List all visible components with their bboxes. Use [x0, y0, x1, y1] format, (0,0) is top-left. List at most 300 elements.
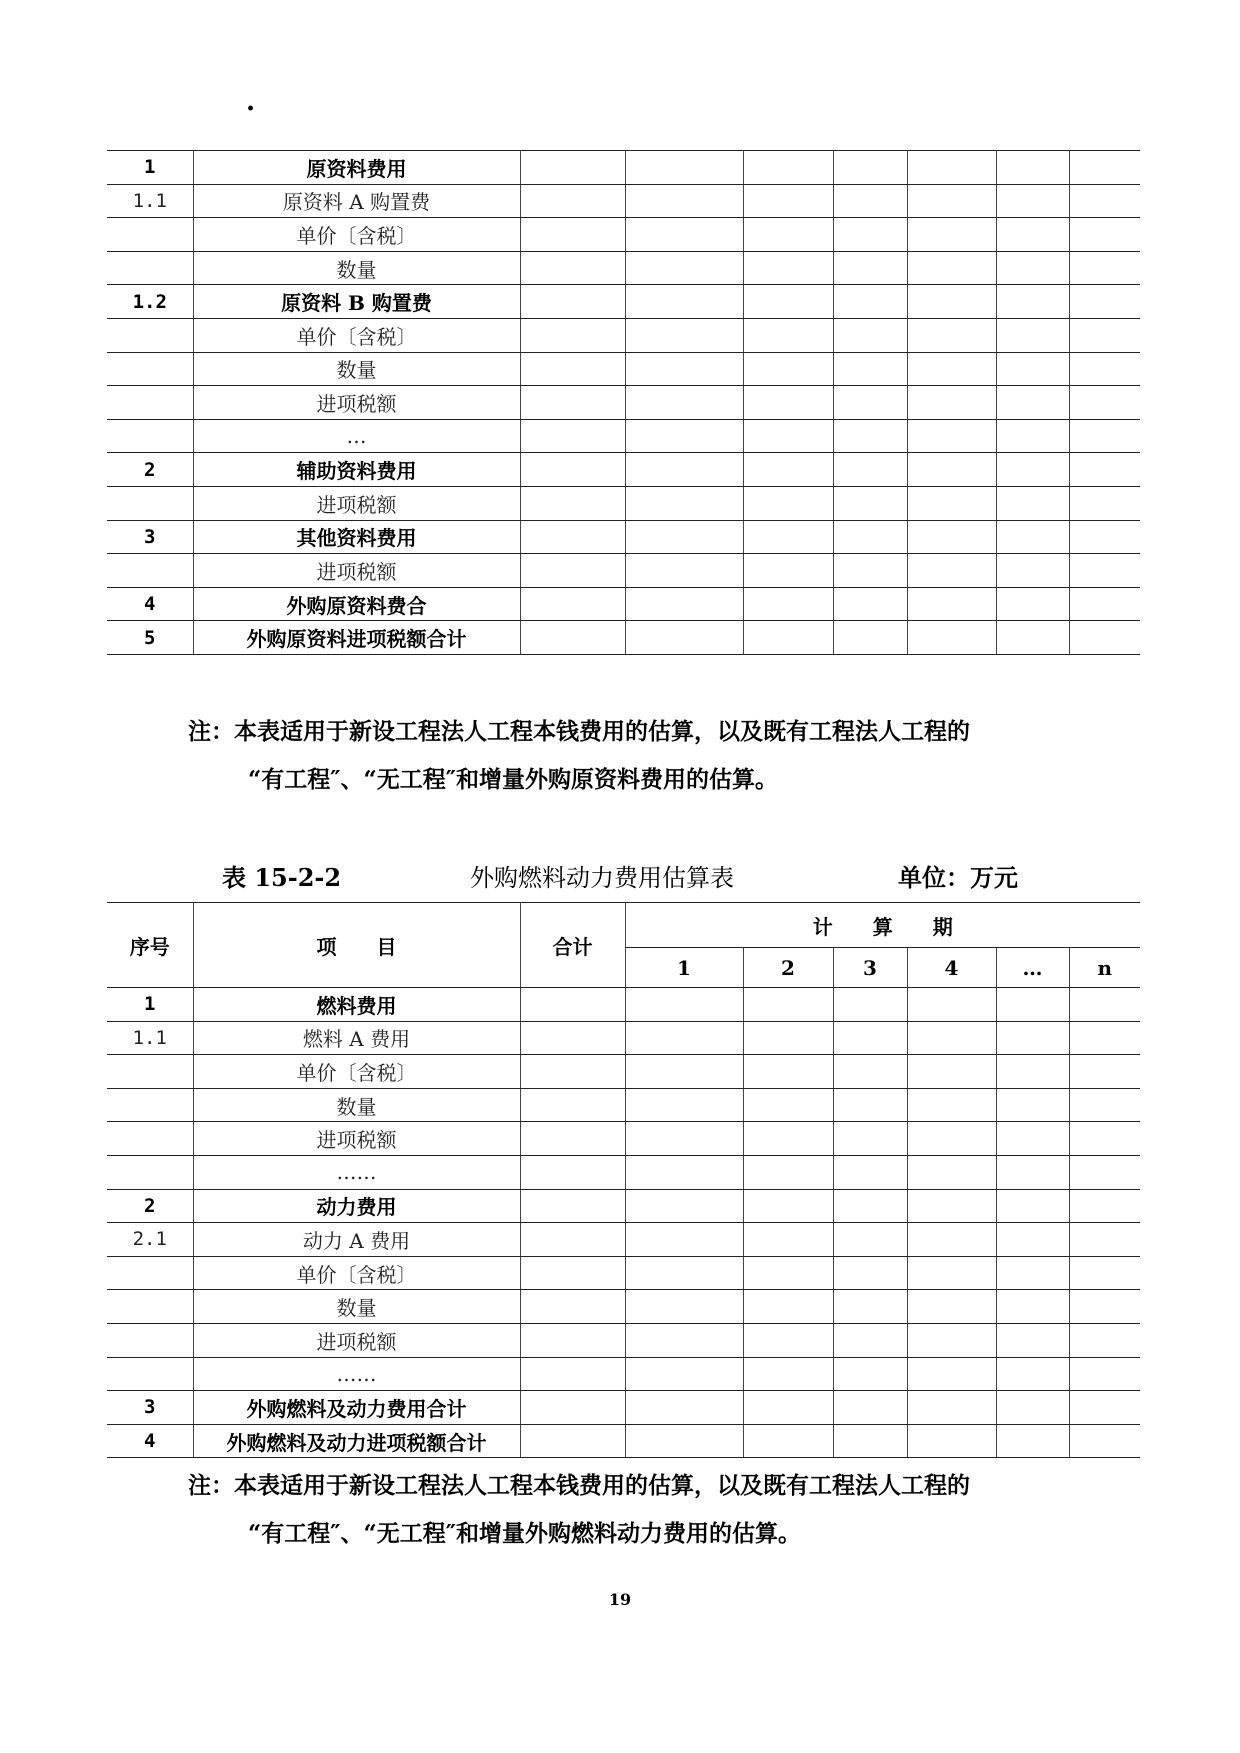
value-cell [625, 1088, 743, 1122]
table-row [107, 554, 1140, 588]
header-period-1: 1 [625, 948, 743, 988]
value-cell [743, 251, 833, 285]
table-row [107, 184, 1140, 218]
value-cell [1069, 520, 1140, 554]
value-cell [1069, 587, 1140, 621]
value-cell [625, 621, 743, 655]
value-cell [907, 1256, 996, 1290]
row-number [107, 1323, 193, 1357]
row-item: …… [193, 1357, 520, 1391]
value-cell [907, 1424, 996, 1458]
value-cell [996, 1357, 1069, 1391]
value-cell [625, 1323, 743, 1357]
value-cell [833, 386, 907, 420]
value-cell [1069, 1223, 1140, 1257]
value-cell [833, 1021, 907, 1055]
value-cell [907, 1021, 996, 1055]
value-cell [833, 587, 907, 621]
value-cell [996, 1021, 1069, 1055]
value-cell [1069, 1290, 1140, 1324]
value-cell [907, 285, 996, 319]
table-row [107, 318, 1140, 352]
value-cell [907, 184, 996, 218]
table1-note [188, 708, 970, 804]
header-item: 项 目 [193, 903, 520, 988]
value-cell [833, 1189, 907, 1223]
value-cell [520, 218, 625, 252]
value-cell [1069, 251, 1140, 285]
value-cell [520, 285, 625, 319]
value-cell [520, 587, 625, 621]
row-item: 外购原资料费合 [193, 587, 520, 621]
header-period-5: … [996, 948, 1069, 988]
value-cell [520, 184, 625, 218]
value-cell [1069, 419, 1140, 453]
value-cell [996, 621, 1069, 655]
row-number: 2 [107, 453, 193, 487]
value-cell [996, 1122, 1069, 1156]
value-cell [833, 1055, 907, 1089]
row-number [107, 318, 193, 352]
value-cell [625, 520, 743, 554]
row-number: 2.1 [107, 1223, 193, 1257]
row-item: 动力 A 费用 [193, 1223, 520, 1257]
row-item: 进项税额 [193, 1122, 520, 1156]
value-cell [996, 151, 1069, 185]
row-item: 数量 [193, 1088, 520, 1122]
value-cell [520, 1088, 625, 1122]
row-number [107, 486, 193, 520]
value-cell [907, 419, 996, 453]
table2-number: 表 15-2-2 [222, 863, 342, 892]
value-cell [833, 520, 907, 554]
table-row [107, 520, 1140, 554]
table-row [107, 621, 1140, 655]
value-cell [833, 419, 907, 453]
row-number: 2 [107, 1189, 193, 1223]
row-item: 单价〔含税〕 [193, 1055, 520, 1089]
value-cell [520, 1290, 625, 1324]
value-cell [520, 419, 625, 453]
header-period-6: n [1069, 948, 1140, 988]
value-cell [520, 1122, 625, 1156]
row-number [107, 386, 193, 420]
value-cell [996, 218, 1069, 252]
value-cell [625, 486, 743, 520]
row-item: … [193, 419, 520, 453]
row-number: 1.1 [107, 1021, 193, 1055]
value-cell [625, 1155, 743, 1189]
value-cell [833, 988, 907, 1022]
value-cell [996, 453, 1069, 487]
value-cell [520, 386, 625, 420]
table-row [107, 285, 1140, 319]
value-cell [907, 386, 996, 420]
value-cell [1069, 1088, 1140, 1122]
value-cell [625, 1290, 743, 1324]
value-cell [907, 151, 996, 185]
value-cell [743, 1223, 833, 1257]
value-cell [907, 352, 996, 386]
value-cell [743, 520, 833, 554]
header-period-2: 2 [743, 948, 833, 988]
value-cell [625, 184, 743, 218]
value-cell [907, 1290, 996, 1324]
value-cell [625, 1424, 743, 1458]
row-number: 5 [107, 621, 193, 655]
table-row [107, 1256, 1140, 1290]
value-cell [625, 352, 743, 386]
value-cell [625, 151, 743, 185]
table-row [107, 1055, 1140, 1089]
table-row [107, 352, 1140, 386]
value-cell [520, 352, 625, 386]
value-cell [625, 1021, 743, 1055]
row-item: 外购燃料及动力进项税额合计 [193, 1424, 520, 1458]
row-item: 进项税额 [193, 1323, 520, 1357]
value-cell [1069, 1357, 1140, 1391]
value-cell [996, 1088, 1069, 1122]
value-cell [907, 554, 996, 588]
value-cell [907, 1055, 996, 1089]
table-row [107, 1122, 1140, 1156]
value-cell [625, 285, 743, 319]
table-row [107, 1189, 1140, 1223]
value-cell [1069, 1424, 1140, 1458]
value-cell [743, 1155, 833, 1189]
table-row [107, 988, 1140, 1022]
value-cell [1069, 1055, 1140, 1089]
value-cell [625, 386, 743, 420]
value-cell [743, 1088, 833, 1122]
row-number: 4 [107, 587, 193, 621]
table-row [107, 587, 1140, 621]
value-cell [907, 486, 996, 520]
value-cell [1069, 318, 1140, 352]
value-cell [1069, 218, 1140, 252]
value-cell [625, 218, 743, 252]
value-cell [833, 318, 907, 352]
value-cell [625, 1391, 743, 1425]
value-cell [520, 1256, 625, 1290]
table-row [107, 1088, 1140, 1122]
table-row [107, 386, 1140, 420]
value-cell [625, 554, 743, 588]
table-row [107, 486, 1140, 520]
row-number [107, 1357, 193, 1391]
value-cell [833, 1088, 907, 1122]
value-cell [743, 554, 833, 588]
value-cell [996, 386, 1069, 420]
table-row [107, 1323, 1140, 1357]
table-row [107, 1223, 1140, 1257]
row-item: 外购原资料进项税额合计 [193, 621, 520, 655]
value-cell [743, 1021, 833, 1055]
value-cell [907, 1155, 996, 1189]
value-cell [743, 318, 833, 352]
value-cell [1069, 184, 1140, 218]
value-cell [625, 1055, 743, 1089]
row-item: 单价〔含税〕 [193, 218, 520, 252]
value-cell [996, 318, 1069, 352]
value-cell [520, 621, 625, 655]
value-cell [1069, 1021, 1140, 1055]
header-no: 序号 [107, 903, 193, 988]
table-row [107, 1391, 1140, 1425]
value-cell [743, 486, 833, 520]
page-number: 19 [608, 1590, 632, 1609]
value-cell [625, 1357, 743, 1391]
value-cell [907, 453, 996, 487]
value-cell [743, 151, 833, 185]
value-cell [743, 1290, 833, 1324]
value-cell [520, 1357, 625, 1391]
value-cell [907, 1189, 996, 1223]
value-cell [907, 520, 996, 554]
fuel-power-table [107, 902, 1140, 1458]
row-item: 数量 [193, 1290, 520, 1324]
row-number: 1.1 [107, 184, 193, 218]
value-cell [743, 1256, 833, 1290]
row-number [107, 1088, 193, 1122]
value-cell [520, 151, 625, 185]
row-number: 3 [107, 1391, 193, 1425]
value-cell [743, 1323, 833, 1357]
row-item: 进项税额 [193, 386, 520, 420]
value-cell [520, 1021, 625, 1055]
value-cell [743, 184, 833, 218]
value-cell [625, 453, 743, 487]
value-cell [1069, 1256, 1140, 1290]
row-number [107, 419, 193, 453]
row-item: 原资料 A 购置费 [193, 184, 520, 218]
row-number [107, 1256, 193, 1290]
table2-note [188, 1462, 970, 1558]
value-cell [743, 1189, 833, 1223]
value-cell [833, 486, 907, 520]
row-item: 进项税额 [193, 554, 520, 588]
value-cell [996, 1290, 1069, 1324]
value-cell [996, 486, 1069, 520]
value-cell [520, 453, 625, 487]
value-cell [743, 453, 833, 487]
value-cell [743, 1357, 833, 1391]
value-cell [625, 251, 743, 285]
value-cell [907, 988, 996, 1022]
value-cell [1069, 1189, 1140, 1223]
value-cell [996, 1323, 1069, 1357]
value-cell [743, 285, 833, 319]
row-item: 原资料 B 购置费 [193, 285, 520, 319]
row-number [107, 554, 193, 588]
row-number: 1 [107, 988, 193, 1022]
value-cell [996, 520, 1069, 554]
row-item: 单价〔含税〕 [193, 1256, 520, 1290]
value-cell [833, 453, 907, 487]
value-cell [833, 1424, 907, 1458]
value-cell [996, 554, 1069, 588]
value-cell [833, 352, 907, 386]
value-cell [1069, 621, 1140, 655]
value-cell [743, 218, 833, 252]
value-cell [833, 1223, 907, 1257]
row-number [107, 1055, 193, 1089]
value-cell [996, 1055, 1069, 1089]
value-cell [833, 621, 907, 655]
value-cell [1069, 285, 1140, 319]
table-row [107, 251, 1140, 285]
value-cell [907, 621, 996, 655]
row-item: 其他资料费用 [193, 520, 520, 554]
value-cell [996, 587, 1069, 621]
value-cell [520, 1424, 625, 1458]
value-cell [996, 419, 1069, 453]
value-cell [833, 285, 907, 319]
value-cell [625, 988, 743, 1022]
value-cell [996, 1424, 1069, 1458]
value-cell [1069, 1155, 1140, 1189]
row-number: 4 [107, 1424, 193, 1458]
value-cell [625, 587, 743, 621]
value-cell [996, 988, 1069, 1022]
value-cell [1069, 1122, 1140, 1156]
value-cell [743, 1122, 833, 1156]
row-item: 进项税额 [193, 486, 520, 520]
value-cell [520, 1155, 625, 1189]
header-period-4: 4 [907, 948, 996, 988]
table-row [107, 419, 1140, 453]
value-cell [743, 386, 833, 420]
value-cell [520, 1189, 625, 1223]
value-cell [833, 251, 907, 285]
value-cell [625, 419, 743, 453]
row-number: 1.2 [107, 285, 193, 319]
value-cell [520, 554, 625, 588]
row-item: 外购燃料及动力费用合计 [193, 1391, 520, 1425]
row-number [107, 218, 193, 252]
header-total: 合计 [520, 903, 625, 988]
value-cell [907, 1391, 996, 1425]
table1-note-line2: “有工程″、“无工程″和增量外购原资料费用的估算。 [248, 766, 779, 793]
value-cell [833, 184, 907, 218]
row-item: 数量 [193, 251, 520, 285]
value-cell [907, 218, 996, 252]
value-cell [907, 1223, 996, 1257]
value-cell [833, 1391, 907, 1425]
value-cell [743, 419, 833, 453]
value-cell [907, 1122, 996, 1156]
value-cell [833, 1122, 907, 1156]
row-number [107, 1290, 193, 1324]
value-cell [907, 1323, 996, 1357]
value-cell [743, 1055, 833, 1089]
value-cell [520, 520, 625, 554]
value-cell [743, 621, 833, 655]
row-number: 1 [107, 151, 193, 185]
value-cell [833, 1357, 907, 1391]
header-period-3: 3 [833, 948, 907, 988]
top-mark: · [246, 94, 256, 124]
value-cell [996, 184, 1069, 218]
value-cell [833, 218, 907, 252]
row-item: 动力费用 [193, 1189, 520, 1223]
table-row [107, 453, 1140, 487]
table1-note-line1: 注：本表适用于新设工程法人工程本钱费用的估算，以及既有工程法人工程的 [188, 718, 970, 745]
value-cell [907, 1357, 996, 1391]
value-cell [996, 1223, 1069, 1257]
value-cell [1069, 988, 1140, 1022]
value-cell [1069, 352, 1140, 386]
value-cell [743, 352, 833, 386]
value-cell [520, 1323, 625, 1357]
row-item: 原资料费用 [193, 151, 520, 185]
table-row [107, 1290, 1140, 1324]
table-row [107, 1021, 1140, 1055]
value-cell [996, 285, 1069, 319]
header-period: 计 算 期 [625, 903, 1140, 948]
value-cell [833, 554, 907, 588]
value-cell [1069, 1323, 1140, 1357]
value-cell [743, 988, 833, 1022]
table-row [107, 218, 1140, 252]
value-cell [625, 1189, 743, 1223]
value-cell [907, 1088, 996, 1122]
table2-note-line2: “有工程″、“无工程″和增量外购燃料动力费用的估算。 [248, 1520, 802, 1547]
value-cell [520, 318, 625, 352]
value-cell [625, 318, 743, 352]
row-number [107, 352, 193, 386]
raw-material-table [107, 150, 1140, 655]
row-item: …… [193, 1155, 520, 1189]
value-cell [996, 1155, 1069, 1189]
value-cell [833, 1155, 907, 1189]
table-row [107, 1155, 1140, 1189]
row-number [107, 251, 193, 285]
value-cell [907, 587, 996, 621]
table-row [107, 1424, 1140, 1458]
row-number: 3 [107, 520, 193, 554]
row-number [107, 1155, 193, 1189]
value-cell [1069, 1391, 1140, 1425]
value-cell [996, 251, 1069, 285]
row-item: 辅助资料费用 [193, 453, 520, 487]
table-row [107, 1357, 1140, 1391]
value-cell [996, 1189, 1069, 1223]
value-cell [833, 1323, 907, 1357]
value-cell [520, 486, 625, 520]
value-cell [833, 151, 907, 185]
value-cell [907, 251, 996, 285]
value-cell [996, 352, 1069, 386]
value-cell [743, 1391, 833, 1425]
table-row [107, 151, 1140, 185]
value-cell [833, 1290, 907, 1324]
table2-note-line1: 注：本表适用于新设工程法人工程本钱费用的估算，以及既有工程法人工程的 [188, 1472, 970, 1499]
value-cell [520, 988, 625, 1022]
value-cell [1069, 151, 1140, 185]
value-cell [833, 1256, 907, 1290]
value-cell [520, 1055, 625, 1089]
row-number [107, 1122, 193, 1156]
value-cell [996, 1391, 1069, 1425]
value-cell [625, 1223, 743, 1257]
value-cell [520, 251, 625, 285]
table2-title: 外购燃料动力费用估算表 [470, 864, 734, 892]
value-cell [743, 1424, 833, 1458]
value-cell [743, 587, 833, 621]
value-cell [520, 1223, 625, 1257]
value-cell [520, 1391, 625, 1425]
